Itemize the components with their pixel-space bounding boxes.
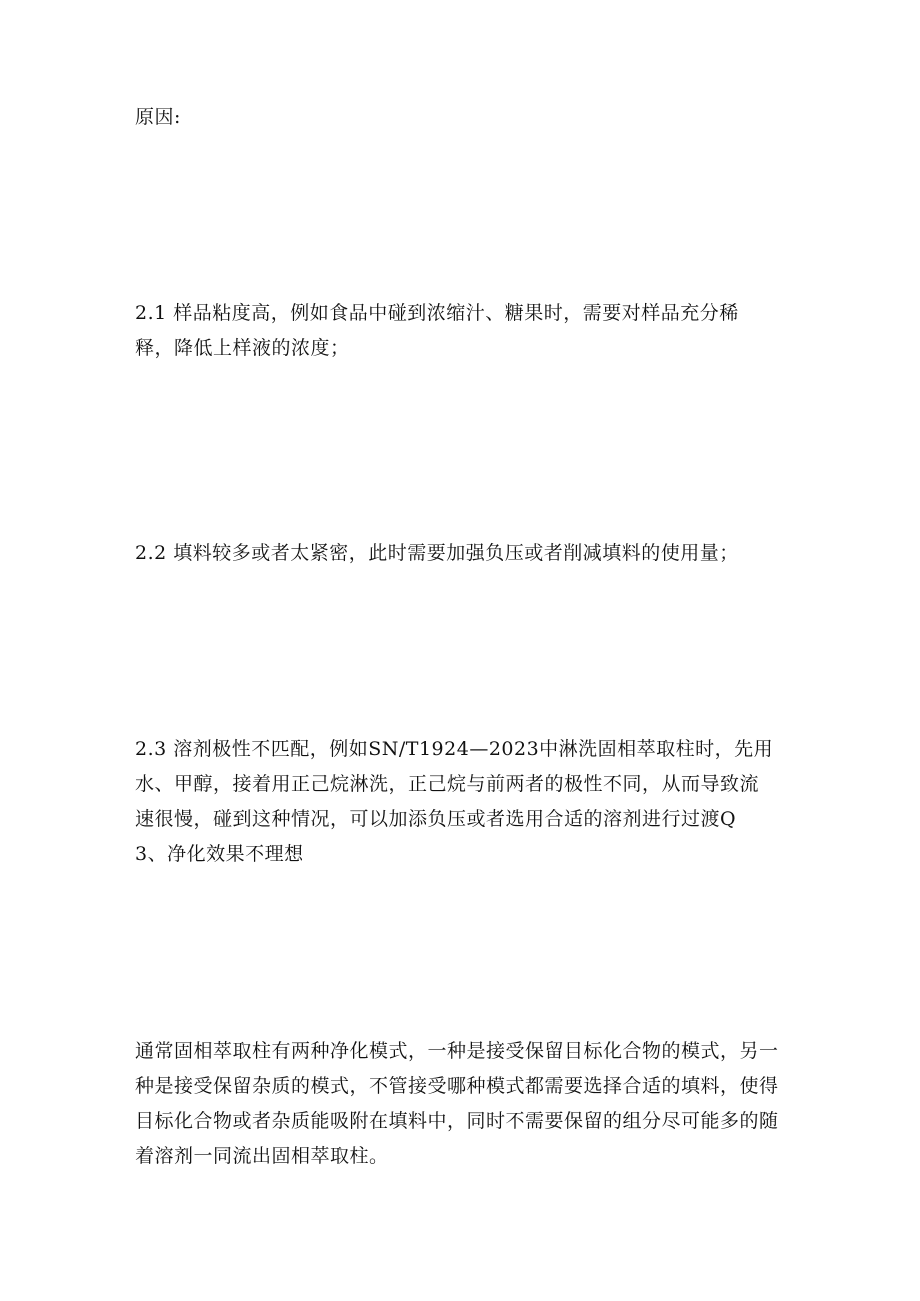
purification-modes-paragraph [135,1034,795,1174]
text-line: 水、甲醇，接着用正己烷淋洗，正己烷与前两者的极性不同，从而导致流 [135,773,760,795]
text-line: 速很慢，碰到这种情况，可以加添负压或者选用合适的溶剂进行过渡Q [135,808,737,830]
text-line: 原因: [135,106,181,128]
reason-heading [135,100,795,135]
item-2-1-paragraph [135,296,795,366]
text-line: 2.2 填料较多或者太紧密，此时需要加强负压或者削减填料的使用量； [135,542,739,564]
text-line: 种是接受保留杂质的模式，不管接受哪种模式都需要选择合适的填料，使得 [135,1075,779,1097]
text-line: 3、净化效果不理想 [135,843,304,865]
text-line: 目标化合物或者杂质能吸附在填料中，同时不需要保留的组分尽可能多的随 [135,1110,779,1132]
text-line: 2.3 溶剂极性不匹配，例如SN/T1924—2023中淋洗固相萃取柱时，先用 [135,738,774,760]
item-2-2-paragraph [135,536,795,571]
text-line: 2.1 样品粘度高，例如食品中碰到浓缩汁、糖果时，需要对样品充分稀 [135,302,739,324]
text-line: 释，降低上样液的浓度； [135,337,350,359]
text-line: 着溶剂一同流出固相萃取柱。 [135,1145,389,1167]
item-2-3-paragraph [135,732,795,872]
text-line: 通常固相萃取柱有两种净化模式，一种是接受保留目标化合物的模式，另一 [135,1040,779,1062]
